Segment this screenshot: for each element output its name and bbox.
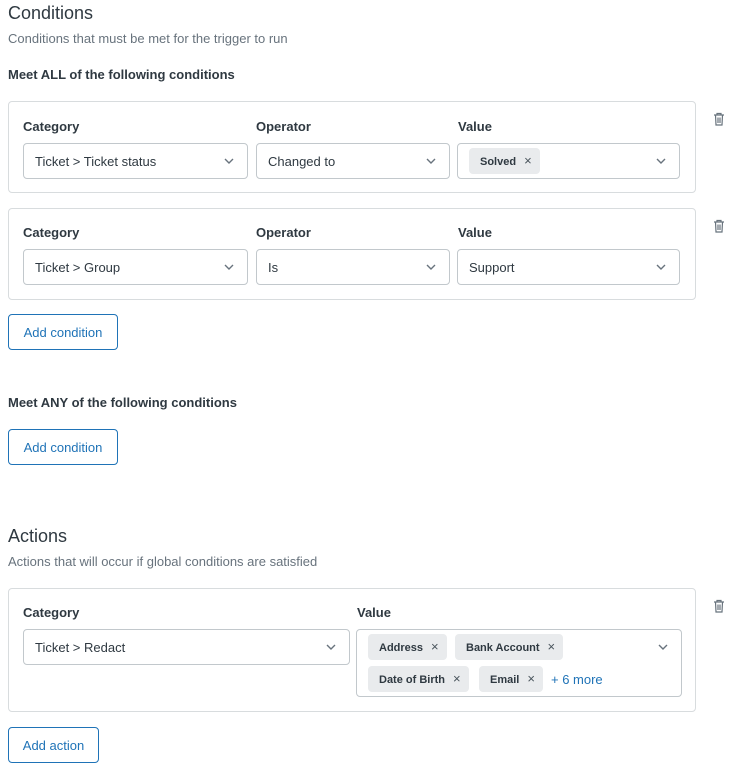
chevron-down-icon (223, 263, 235, 271)
category-select[interactable] (23, 143, 248, 179)
tag-label: Address (379, 642, 424, 654)
condition-row (8, 208, 696, 300)
category-select-value: Ticket > Redact (35, 640, 126, 655)
tag-label: Email (490, 674, 520, 686)
conditions-title: Conditions (8, 3, 94, 23)
operator-label: Operator (256, 119, 311, 134)
chevron-down-icon (425, 263, 437, 271)
category-select-value: Ticket > Ticket status (35, 154, 157, 169)
action-value-multiselect[interactable] (356, 629, 682, 697)
remove-tag-icon[interactable]: × (547, 639, 556, 654)
value-tag (368, 666, 469, 692)
action-category-select[interactable] (23, 629, 350, 665)
category-label: Category (23, 119, 80, 134)
action-row (8, 588, 696, 712)
tag-label: Bank Account (466, 642, 540, 654)
operator-select[interactable] (256, 249, 450, 285)
tag-label: Date of Birth (379, 674, 445, 686)
chevron-down-icon (657, 643, 669, 651)
remove-tag-icon[interactable]: × (527, 671, 535, 686)
value-tag (469, 148, 540, 174)
add-condition-any-button[interactable]: Add condition (8, 429, 118, 465)
value-tag (368, 634, 447, 660)
category-label: Category (23, 605, 80, 620)
category-label: Category (23, 225, 80, 240)
chevron-down-icon (223, 157, 235, 165)
category-select-value: Ticket > Group (35, 260, 121, 275)
chevron-down-icon (655, 157, 667, 165)
chevron-down-icon (655, 263, 667, 271)
add-action-button[interactable]: Add action (8, 727, 99, 763)
value-select[interactable] (457, 143, 680, 179)
operator-select[interactable] (256, 143, 450, 179)
all-conditions-heading: Meet ALL of the following conditions (8, 67, 235, 82)
trash-icon[interactable] (713, 219, 725, 233)
chevron-down-icon (425, 157, 437, 165)
value-tag (455, 634, 563, 660)
value-select[interactable] (457, 249, 680, 285)
value-label: Value (357, 605, 391, 620)
more-tags-link[interactable]: + 6 more (551, 672, 603, 687)
remove-tag-icon[interactable]: × (453, 671, 461, 686)
value-tag (479, 666, 543, 692)
trash-icon[interactable] (713, 599, 725, 613)
value-label: Value (458, 225, 492, 240)
operator-select-value: Changed to (268, 154, 336, 169)
trash-icon[interactable] (713, 112, 725, 126)
add-condition-all-button[interactable]: Add condition (8, 314, 118, 350)
conditions-subtitle: Conditions that must be met for the trigger to run (8, 31, 288, 46)
actions-title: Actions (8, 526, 68, 546)
condition-row (8, 101, 696, 193)
value-label: Value (458, 119, 492, 134)
tag-label: Solved (480, 156, 517, 168)
value-select-value: Support (469, 260, 515, 275)
operator-select-value: Is (268, 260, 279, 275)
remove-tag-icon[interactable]: × (431, 639, 439, 654)
chevron-down-icon (325, 643, 337, 651)
actions-subtitle: Actions that will occur if global conditions are satisfied (8, 554, 318, 569)
operator-label: Operator (256, 225, 311, 240)
any-conditions-heading: Meet ANY of the following conditions (8, 395, 237, 410)
remove-tag-icon[interactable]: × (524, 153, 532, 168)
category-select[interactable] (23, 249, 248, 285)
